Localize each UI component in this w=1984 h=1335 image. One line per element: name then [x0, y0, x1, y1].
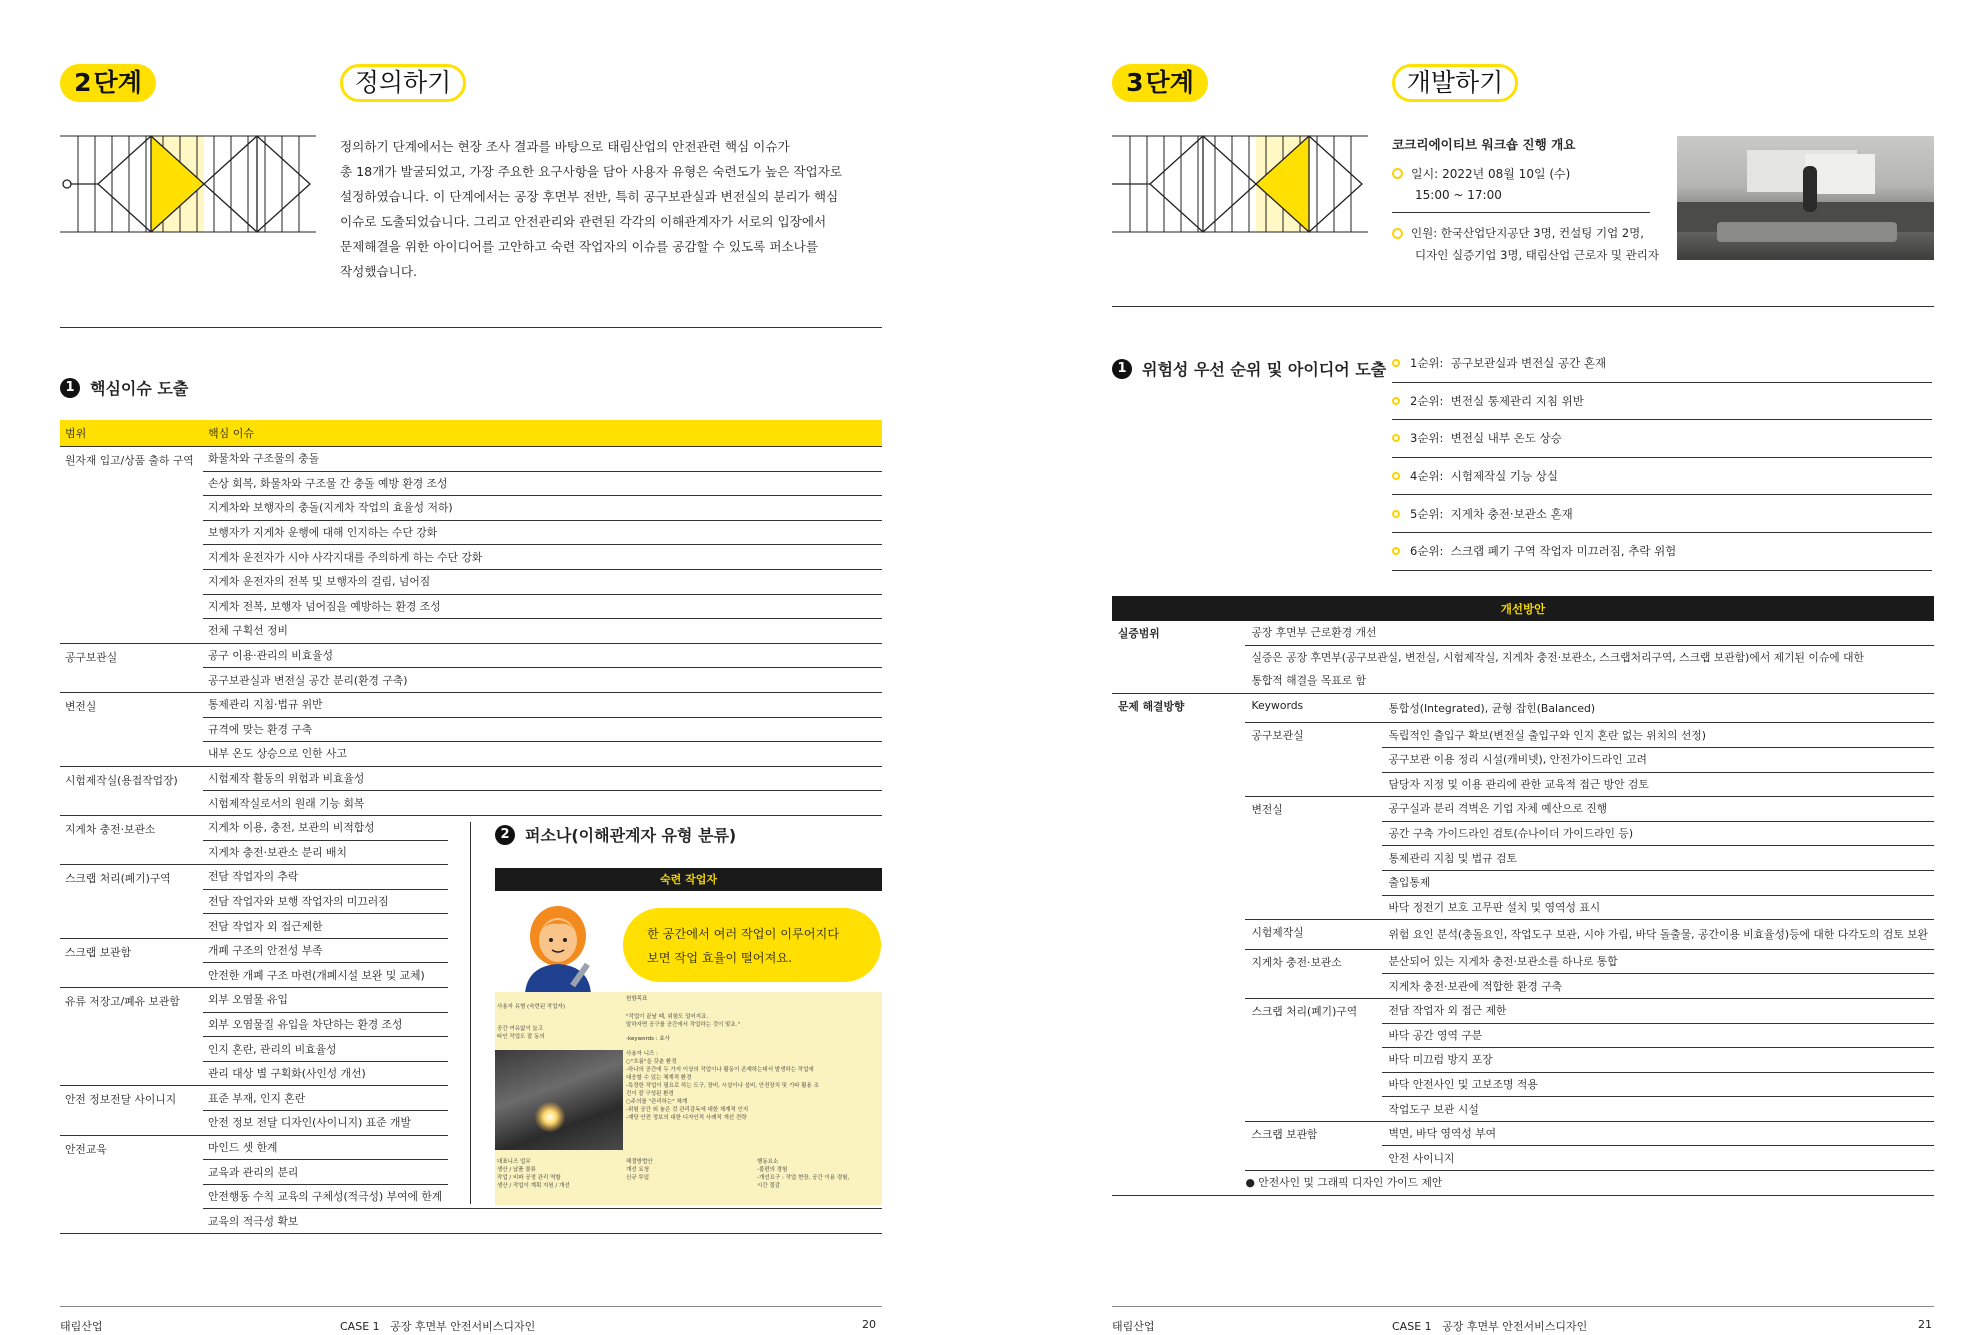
priority-item: 6순위: 스크랩 폐기 구역 작업자 미끄러짐, 추락 위험 — [1392, 533, 1932, 571]
footer-company: 태림산업 — [1112, 1320, 1155, 1333]
issue-item: 내부 온도 상승으로 인한 사고 — [203, 742, 882, 767]
persona-type-text: 공간 여유없이 늘고 타인 작업도 잘 동의 — [497, 1026, 545, 1040]
col-header-issue: 핵심 이슈 — [203, 420, 882, 447]
issue-item: 전담 작업자의 추락 — [203, 865, 882, 890]
issue-item: 외부 오염물 유입 — [203, 988, 882, 1013]
divider — [1112, 306, 1934, 307]
plan-sub-label: 시험제작실 — [1245, 920, 1382, 950]
process-diagram — [1112, 134, 1368, 236]
issue-item: 시험제작 활동의 위험과 비효율성 — [203, 766, 882, 791]
welding-photo — [495, 1050, 623, 1150]
issue-item: 지게차 전복, 보행자 넘어짐을 예방하는 환경 조성 — [203, 594, 882, 619]
issue-category: 시험제작실(용접작업장) — [60, 766, 203, 815]
footer-divider — [60, 1306, 882, 1307]
plan-item: 벽면, 바닥 영역성 부여 — [1382, 1121, 1934, 1146]
persona-card — [495, 868, 882, 1205]
column-divider — [470, 822, 471, 1204]
persona-type — [497, 995, 617, 1049]
persona-goal-text: "작업이 끝날 때, 위험도 덜어지죠. 말하자면 공구를 공간에서 작업하는 것이 맞죠." — [626, 1014, 740, 1028]
issue-item: 외부 오염물질 유입을 차단하는 환경 조성 — [203, 1012, 882, 1037]
issue-item: 개폐 구조의 안전성 부족 — [203, 938, 882, 963]
priority-item: 2순위: 변전실 통제관리 지침 위반 — [1392, 383, 1932, 421]
plan-sub-label: 공구보관실 — [1245, 723, 1382, 797]
plan-item: 공구보관 이용 정리 시설(캐비넷), 안전가이드라인 고려 — [1382, 747, 1934, 772]
issue-item: 교육과 관리의 분리 — [203, 1160, 882, 1185]
issue-item: 지게차 운전자의 전복 및 보행자의 걸림, 넘어짐 — [203, 569, 882, 594]
issue-item: 지게차와 보행자의 충돌(지게차 작업의 효율성 저하) — [203, 496, 882, 521]
persona-goal-title: 원함목표 — [626, 996, 648, 1002]
issue-item: 공구 이용·관리의 비효율성 — [203, 643, 882, 668]
issue-item: 보행자가 지게차 운행에 대해 인지하는 수단 강화 — [203, 520, 882, 545]
workshop-date: 일시: 2022년 08월 10일 (수) — [1392, 165, 1652, 182]
issue-item: 손상 회복, 화물차와 구조물 간 충돌 예방 환경 조성 — [203, 471, 882, 496]
persona-details — [495, 992, 882, 1205]
persona-needs-text: ○"흐름"을 갖춘 환경 -하나의 공간에 두 가지 이상의 작업이나 활동이 존재하는데서 발생하는 작업에 대응할 수 있는 체계적 환경 -특정한 작업이 필요로 하는 도구, 장비, 시설이나 설비, 안전장치 및 기타 활용 조 건이 잘 구성된 환경 ○주의를 "관리하는" 체계 -위험 공간 외 놓은 것 관리감독에 대한 체계적 인지 -재당 안전 정보의 대한 디자인적 사례적 개선 전략 — [626, 1059, 819, 1121]
issue-category: 스크랩 보관함 — [60, 938, 203, 987]
issue-item: 안전 정보 전달 디자인(사이니지) 표준 개발 — [203, 1111, 882, 1136]
footer-case: CASE 1 공장 후면부 안전서비스디자인 — [1392, 1320, 1588, 1333]
section-title-issues: 1 핵심이슈 도출 — [60, 376, 188, 399]
issue-item: 지게차 이용, 충전, 보관의 비적합성 — [203, 815, 882, 840]
direction-label: 문제 해결방향 — [1112, 693, 1245, 1195]
plan-item: 바닥 미끄럼 방지 포장 — [1382, 1048, 1934, 1073]
intro-paragraph: 정의하기 단계에서는 현장 조사 결과를 바탕으로 태림산업의 안전관련 핵심 이슈가 총 18개가 발굴되었고, 가장 주요한 요구사항을 담아 사용자 유형은 숙련도가 높은 작업자로 설정하였습니다. 이 단계에서는 공장 후면부 전반, 특히 공구보관실과 변전실의 분리가 핵심 이슈로 도출되었습니다. 그리고 안전관리와 관련된 각각의 이해관계자가 서로의 입장에서 문제해결을 위한 아이디어를 고안하고 숙련 작업자의 이슈를 공감할 수 있도록 퍼소나를 작성했습니다. — [340, 139, 843, 279]
issue-category: 유류 저장고/폐유 보관함 — [60, 988, 203, 1086]
plan-sub-label: 변전실 — [1245, 797, 1382, 920]
persona-quote: 한 공간에서 여러 작업이 이루어지다 보면 작업 효율이 떨어져요. — [623, 908, 881, 982]
issue-item: 공구보관실과 변전실 공간 분리(환경 구축) — [203, 668, 882, 693]
persona-solutions: 해결방법안 개선 요청 신규 투입 — [626, 1159, 653, 1181]
issue-category: 공구보관실 — [60, 643, 203, 692]
issue-item: 규격에 맞는 환경 구축 — [203, 717, 882, 742]
footer-divider — [1112, 1306, 1934, 1307]
section-title-persona: 2 퍼소나(이해관계자 유형 분류) — [495, 823, 736, 846]
plan-item: 바닥 안전사인 및 고보조명 적용 — [1382, 1072, 1934, 1097]
scope-line: 공장 후면부 근로환경 개선 — [1245, 621, 1934, 645]
plan-item: 전담 작업자 외 접근 제한 — [1382, 998, 1934, 1023]
plan-header: 개선방안 — [1112, 596, 1934, 621]
issue-category: 원자재 입고/상품 출하 구역 — [60, 447, 203, 644]
workshop-overview — [1392, 134, 1659, 263]
plan-item: 담당자 지정 및 이용 관리에 관한 교육적 접근 방안 검토 — [1382, 772, 1934, 797]
process-diagram — [60, 134, 316, 236]
step-badge: 3단계 — [1112, 64, 1208, 102]
priority-item: 5순위: 지게차 충전·보관소 혼재 — [1392, 495, 1932, 533]
priority-list — [1392, 345, 1932, 571]
issue-item: 교육의 적극성 확보 — [203, 1209, 882, 1234]
plan-item: 바닥 공간 영역 구분 — [1382, 1023, 1934, 1048]
plan-sub-label: 지게차 충전·보관소 — [1245, 949, 1382, 998]
issue-category: 안전교육 — [60, 1135, 203, 1233]
issue-item: 지게차 운전자가 시야 사각지대를 주의하게 하는 수단 강화 — [203, 545, 882, 570]
workshop-people: 인원: 한국산업단지공단 3명, 컨설팅 기업 2명, — [1392, 225, 1652, 241]
issue-item: 표준 부재, 인지 혼란 — [203, 1086, 882, 1111]
issue-item: 전담 작업자와 보행 작업자의 미끄러짐 — [203, 889, 882, 914]
plan-item: 지게차 충전·보관에 적합한 환경 구축 — [1382, 974, 1934, 999]
page-number: 21 — [1918, 1318, 1932, 1331]
workshop-photo — [1677, 136, 1934, 260]
step-badge: 2단계 — [60, 64, 156, 102]
priority-item: 3순위: 변전실 내부 온도 상승 — [1392, 420, 1932, 458]
issue-item: 지게차 충전·보관소 분리 배치 — [203, 840, 882, 865]
issue-item: 전체 구획선 정비 — [203, 619, 882, 644]
persona-goal — [626, 995, 876, 1043]
scope-label: 실증범위 — [1112, 621, 1245, 693]
persona-needs — [626, 1050, 876, 1122]
plan-item: 바닥 정전기 보호 고무판 설치 및 영역성 표시 — [1382, 895, 1934, 920]
priority-item: 4순위: 시험제작실 기능 상실 — [1392, 458, 1932, 496]
issue-category: 안전 정보전달 사이니지 — [60, 1086, 203, 1135]
workshop-people-2: 디자인 실증기업 3명, 태림산업 근로자 및 관리자 — [1415, 248, 1659, 262]
issue-item: 마인드 셋 한계 — [203, 1135, 882, 1160]
issue-item: 안전한 개폐 구조 마련(개폐시설 보완 및 교체) — [203, 963, 882, 988]
persona-roles: 대표니즈 업무 생산 / 납품 물류 작업 / 비파 공정 관리 역할 생산 / 작업이 계획 지원 / 개선 — [497, 1159, 570, 1189]
plan-sub-label: 스크랩 보관함 — [1245, 1121, 1382, 1170]
divider — [60, 327, 882, 328]
workshop-time: 15:00 ~ 17:00 — [1415, 188, 1502, 202]
footer-company: 태림산업 — [60, 1320, 103, 1333]
persona-behaviors: 행동요소 -불편의 경험 -개선요구 : 작업 현장, 공간 이용 경험, 시간 절감 — [757, 1159, 850, 1189]
plan-sub-label: 스크랩 처리(폐기)구역 — [1245, 998, 1382, 1121]
page-number: 20 — [862, 1318, 876, 1331]
persona-header: 숙련 작업자 — [495, 868, 882, 891]
plan-item: 통합성(Integrated), 균형 잡힌(Balanced) — [1382, 693, 1934, 723]
section-title-priority: 1 위험성 우선 순위 및 아이디어 도출 — [1112, 357, 1386, 380]
stage-title: 개발하기 — [1392, 64, 1518, 102]
plan-item: 독립적인 출입구 확보(변전실 출입구와 인지 혼란 없는 위치의 선정) — [1382, 723, 1934, 748]
plan-item: 통제관리 지침 및 법규 검토 — [1382, 846, 1934, 871]
persona-keywords: -keywords : 효사 — [626, 1036, 670, 1042]
issue-item: 통제관리 지침·법규 위반 — [203, 692, 882, 717]
persona-needs-title: 사용자 니즈 : — [626, 1051, 658, 1057]
issue-item: 시험제작실로서의 원래 기능 회복 — [203, 791, 882, 816]
right-page — [992, 0, 1984, 1335]
plan-item: 출입통제 — [1382, 870, 1934, 895]
issue-category: 지게차 충전·보관소 — [60, 815, 203, 864]
plan-sub-label: Keywords — [1245, 693, 1382, 723]
plan-item: 위험 요인 분석(충돌요인, 작업도구 보관, 시야 가림, 바닥 돌출물, 공간이용 비효율성)등에 대한 다각도의 검토 보완 — [1382, 920, 1934, 950]
stage-title: 정의하기 — [340, 64, 466, 102]
footer-case: CASE 1 공장 후면부 안전서비스디자인 — [340, 1320, 536, 1333]
issue-category: 스크랩 처리(폐기)구역 — [60, 865, 203, 939]
worker-avatar-icon — [519, 902, 597, 994]
plan-note: ● 안전사인 및 그래픽 디자인 가이드 제안 — [1245, 1171, 1934, 1196]
plan-item: 공간 구축 가이드라인 검토(슈나이더 가이드라인 등) — [1382, 821, 1934, 846]
plan-item: 분산되어 있는 지게차 충전·보관소를 하나로 통합 — [1382, 949, 1934, 974]
plan-item: 작업도구 보관 시설 — [1382, 1097, 1934, 1122]
persona-type-title: 사용자 유형 (숙련된 작업자) — [497, 1004, 565, 1010]
issue-item: 화물차와 구조물의 충돌 — [203, 447, 882, 472]
issue-item: 안전행동 수칙 교육의 구체성(적극성) 부여에 한계 — [203, 1184, 882, 1209]
issue-item: 관리 대상 별 구획화(사인성 개선) — [203, 1061, 882, 1086]
col-header-scope: 범위 — [60, 420, 203, 447]
plan-item: 공구실과 분리 격벽은 기업 자체 예산으로 진행 — [1382, 797, 1934, 822]
improvement-plan-table — [1112, 596, 1934, 1196]
scope-line: 통합적 해결을 목표로 함 — [1245, 669, 1934, 693]
issue-item: 전담 작업자 외 접근제한 — [203, 914, 882, 939]
issue-category: 변전실 — [60, 692, 203, 766]
plan-item: 안전 사이니지 — [1382, 1146, 1934, 1171]
issue-item: 인지 혼란, 관리의 비효율성 — [203, 1037, 882, 1062]
priority-item: 1순위: 공구보관실과 변전실 공간 혼재 — [1392, 345, 1932, 383]
scope-line: 실증은 공장 후면부(공구보관실, 변전실, 시험제작실, 지게차 충전·보관소, 스크랩처리구역, 스크랩 보관함)에서 제기된 이슈에 대한 — [1251, 650, 1864, 664]
workshop-title: 코크리에이티브 워크숍 진행 개요 — [1392, 137, 1576, 152]
